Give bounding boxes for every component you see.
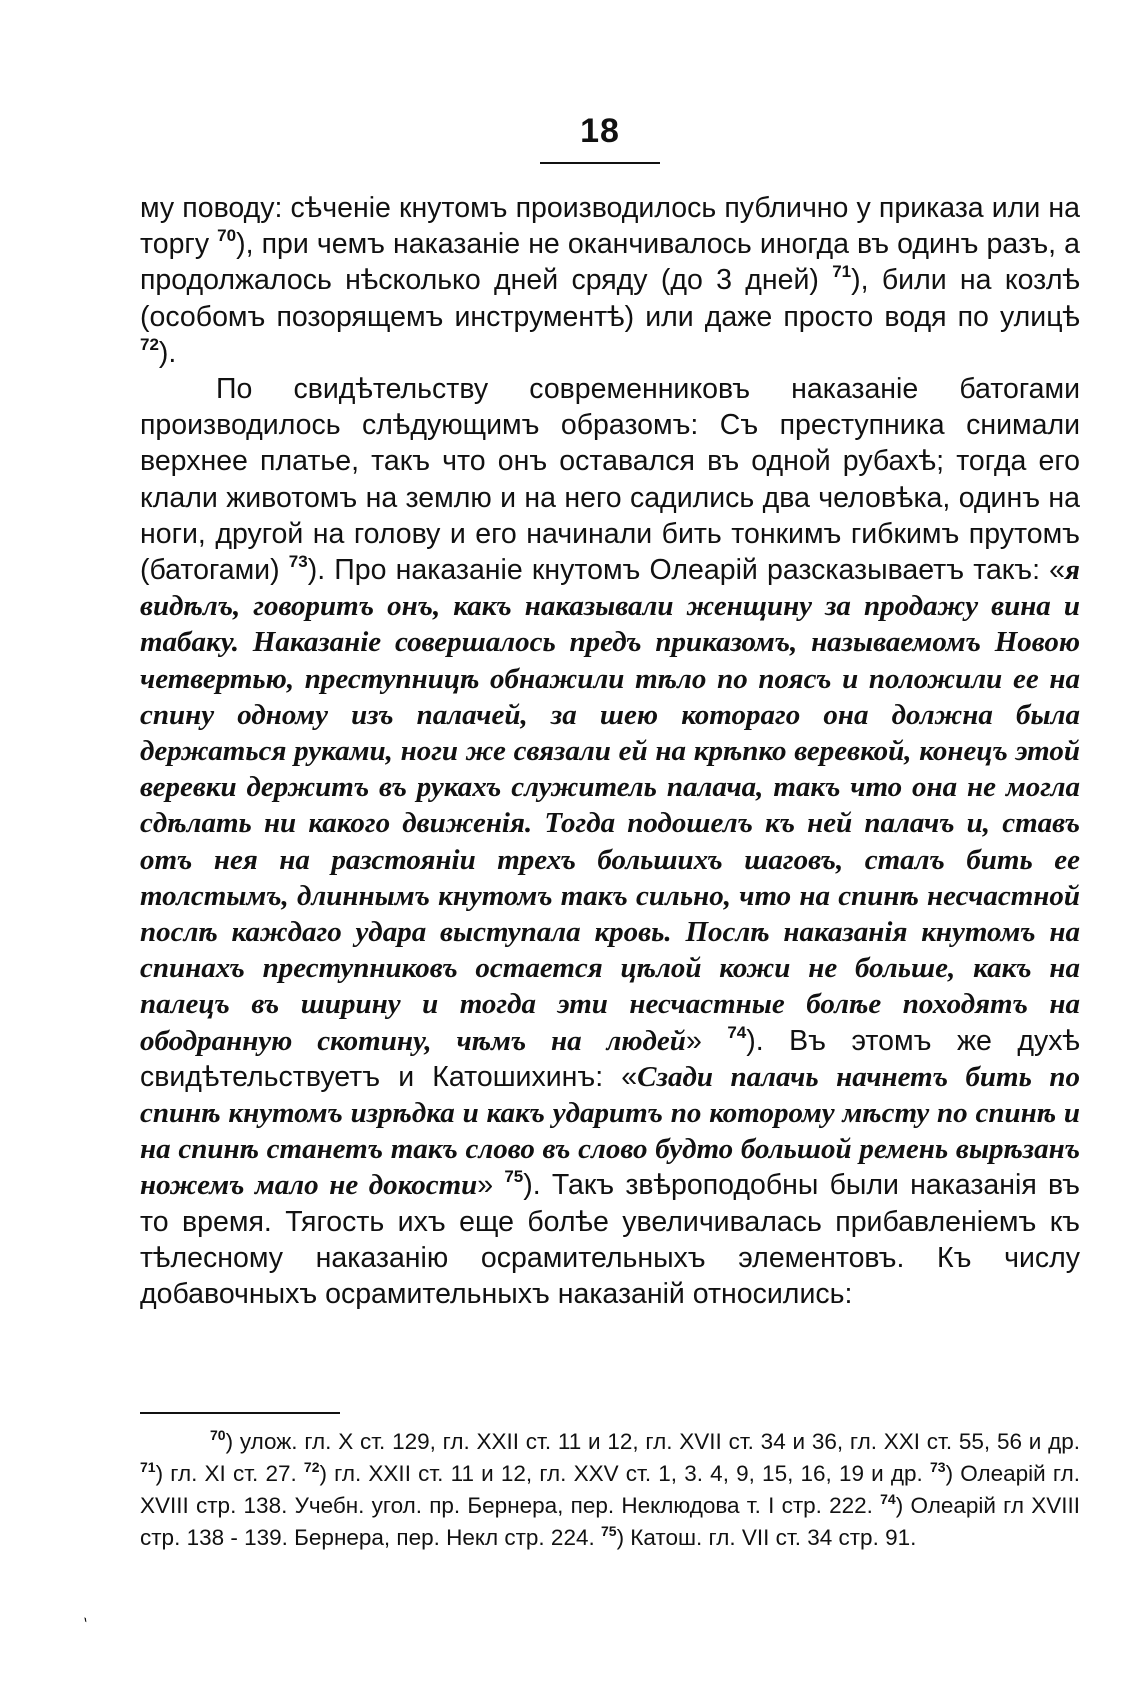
footnote-ref: 71: [832, 262, 852, 282]
olearius-quote: я видѣлъ, говоритъ онъ, какъ наказывали женщину за продажу вина и табаку. Наказаніе совершалось предъ приказомъ, называемомъ Новою четвертью, преступницѣ обнажили тѣло по поясъ и положили ее на спину одному изъ палачей, за шею котораго она должна была держаться руками, ноги же связали ей на крѣпко веревкой, конецъ этой веревки держитъ въ рукахъ служитель палача, такъ что она не могла сдѣлать ни какого движенія. Тогда подошелъ къ ней палачъ и, ставъ отъ нея на разстояніи трехъ большихъ шаговъ, сталъ бить ее толстымъ, длиннымъ кнутомъ такъ сильно, что на спинѣ несчастной послѣ каждаго удара выступала кровь. Послѣ наказанія кнутомъ на спинахъ преступниковъ остается цѣлой кожи не больше, какъ на палецъ въ ширину и тогда эти несчастные болѣе походятъ на ободранную скотину, чѣмъ на людей: [140, 554, 1080, 1057]
footnote-block: [140, 1426, 1080, 1554]
page-number-rule: [540, 162, 660, 164]
footnote-number: 74: [880, 1491, 896, 1507]
paragraph-2: [140, 371, 1080, 1312]
footnote-text: ) гл. XI ст. 27.: [155, 1461, 304, 1486]
text-run: ), били на козлѣ (особомъ позорящемъ инструментѣ) или даже просто водя по улицѣ: [140, 264, 1080, 333]
text-run: »: [685, 1024, 728, 1057]
text-run: му поводу: сѣченіе кнутомъ производилось публично у приказа или на торгу: [140, 192, 1080, 261]
stray-ink-mark: ˋ: [73, 1615, 92, 1638]
footnote-ref: 74: [727, 1022, 747, 1042]
text-run: ). Про наказаніе кнутомъ Олеарій разсказываетъ такъ: «: [307, 554, 1066, 587]
page-number: 18: [580, 112, 620, 150]
footnote-text: ) Олеарій гл XVIII стр. 138 - 139. Бернера, пер. Некл стр. 224.: [140, 1493, 1080, 1550]
kotoshikhin-quote: Сзади палачь начнетъ бить по спинѣ кнутомъ изрѣдка и какъ ударитъ по которому мѣсту по спинѣ и на спинѣ станетъ такъ слово въ слово будто большой ремень вырѣзанъ ножемъ мало не докости: [140, 1060, 1080, 1202]
footnote-number: 75: [600, 1523, 617, 1539]
footnote-text: ) гл. XXII ст. 11 и 12, гл. XXV ст. 1, 3. 4, 9, 15, 16, 19 и др.: [319, 1461, 930, 1486]
text-run: По свидѣтельству современниковъ наказаніе батогами производилось слѣдующимъ образомъ: Съ преступника снимали верхнее платье, такъ что онъ оставался въ одной рубахѣ; тогда его клали животомъ на землю и на него садились два человѣка, одинъ на ноги, другой на голову и его начинали бить тонкимъ гибкимъ прутомъ (батогами): [140, 373, 1080, 587]
footnote-ref: 72: [140, 334, 159, 354]
footnote-text: ) Катош. гл. VII ст. 34 стр. 91.: [616, 1525, 917, 1550]
paragraph-1: [140, 190, 1080, 371]
footnote-text: ) Олеарій гл. XVIII стр. 138. Учебн. угол. пр. Бернера, пер. Неклюдова т. I стр. 222.: [140, 1461, 1081, 1518]
footnote-ref: 75: [504, 1167, 524, 1187]
footnote-ref: 73: [288, 552, 308, 572]
text-run: ), при чемъ наказаніе не оканчивалось иногда въ одинъ разъ, а продолжалось нѣсколько дней сряду (до 3 дней): [140, 228, 1080, 297]
text-run: ).: [158, 336, 177, 369]
footnote-text: ) улож. гл. X ст. 129, гл. XXII ст. 11 и 12, гл. XVII ст. 34 и 36, гл. XXI ст. 55, 56 и др.: [225, 1429, 1080, 1454]
footnote-number: 72: [303, 1459, 320, 1475]
footnote-ref: 70: [217, 226, 237, 246]
footnote-number: 71: [140, 1459, 156, 1475]
main-text: [140, 190, 1080, 1312]
text-run: »: [477, 1169, 505, 1202]
footnote-number: 73: [930, 1459, 946, 1475]
footnote-number: 70: [210, 1427, 226, 1443]
footnote-rule: [140, 1412, 340, 1414]
text-run: ). Въ этомъ же духѣ свидѣтельствуетъ и Катошихинъ: «: [140, 1024, 1080, 1093]
footnotes: [140, 1426, 1080, 1554]
text-run: ). Такъ звѣроподобны были наказанія въ то время. Тягость ихъ еще болѣе увеличивалась прибавленіемъ къ тѣлесному наказанію осрамительныхъ элементовъ. Къ числу добавочныхъ осрамительныхъ наказаній относились:: [140, 1169, 1080, 1311]
